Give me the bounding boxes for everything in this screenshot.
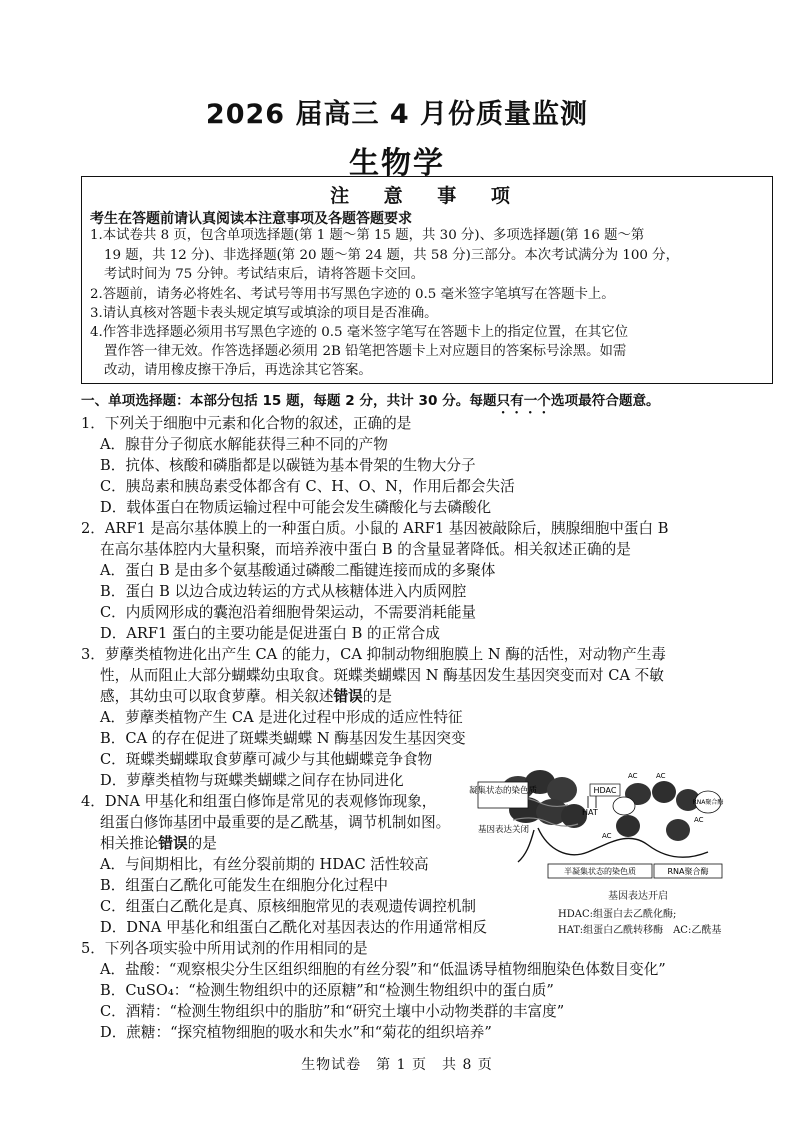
question-1-option-d: D．载体蛋白在物质运输过程中可能会发生磷酸化与去磷酸化 bbox=[100, 499, 492, 516]
notice-subheading: 考生在答题前请认真阅读本注意事项及各题答题要求 bbox=[90, 211, 412, 227]
question-1-option-a: A．腺苷分子彻底水解能获得三种不同的产物 bbox=[100, 436, 388, 453]
question-5-option-c: C．酒精：“检测生物组织中的脂肪”和“研究土壤中小动物类群的丰富度” bbox=[100, 1003, 565, 1020]
label-rna-polymerase: RNA聚合酶 bbox=[692, 799, 724, 806]
label-condensed-chromatin: 凝集状态的染色质 bbox=[468, 786, 538, 796]
label-hdac: HDAC bbox=[593, 786, 617, 795]
label-acetyl: AC bbox=[694, 816, 704, 824]
question-2-option-a: A．蛋白 B 是由多个氨基酸通过磷酸二酯键连接而成的多聚体 bbox=[100, 562, 496, 579]
question-3-stem-line3 bbox=[100, 687, 392, 707]
question-4-stem-end: 的是 bbox=[187, 835, 217, 852]
question-5-option-d: D．蔗糖：“探究植物细胞的吸水和失水”和“菊花的组织培养” bbox=[100, 1024, 492, 1041]
label-hat: HAT bbox=[582, 808, 598, 817]
chromatin-regulation-figure bbox=[468, 760, 724, 890]
label-expression-off: 基因表达关闭 bbox=[478, 825, 530, 835]
notice-line: 3.请认真核对答题卡表头规定填写或填涂的项目是否准确。 bbox=[90, 306, 438, 321]
question-4-option-a: A．与间期相比，有丝分裂前期的 HDAC 活性较高 bbox=[100, 856, 429, 873]
notice-box bbox=[81, 176, 773, 384]
label-acetyl: AC bbox=[628, 772, 638, 780]
notice-line: 4.作答非选择题必须用书写黑色字迹的 0.5 毫米签字笔写在答题卡上的指定位置，在其它位 bbox=[90, 325, 629, 340]
section-heading-emphasis: 只有一个 bbox=[496, 393, 551, 409]
question-4-emphasis: 错误 bbox=[158, 835, 188, 852]
question-4-stem-line2: 组蛋白修饰基团中最重要的是乙酰基，调节机制如图。 bbox=[100, 814, 451, 831]
notice-heading: 注 意 事 项 bbox=[330, 185, 524, 207]
section-heading-part2: 选项最符合题意。 bbox=[550, 393, 660, 409]
notice-line: 考试时间为 75 分钟。考试结束后，请将答题卡交回。 bbox=[104, 267, 425, 282]
page-footer: 生物试卷 第 1 页 共 8 页 bbox=[301, 1057, 493, 1073]
question-4-stem-text: 相关推论 bbox=[100, 835, 159, 852]
question-3-stem-line2: 性，从而阻止大部分蝴蝶幼虫取食。斑蝶类蝴蝶因 N 酶基因发生基因突变而对 CA 不敏 bbox=[100, 667, 664, 684]
question-3-option-c: C．斑蝶类蝴蝶取食萝藦可减少与其他蝴蝶竞争食物 bbox=[100, 751, 433, 768]
label-acetyl: AC bbox=[656, 772, 666, 780]
question-3-option-b: B．CA 的存在促进了斑蝶类蝴蝶 N 酶基因发生基因突变 bbox=[100, 730, 466, 747]
question-2-option-b: B．蛋白 B 以边合成边转运的方式从核糖体进入内质网腔 bbox=[100, 583, 467, 600]
exam-title: 2026 届高三 4 月份质量监测 bbox=[205, 99, 589, 130]
question-4-stem-line1: 4．DNA 甲基化和组蛋白修饰是常见的表观修饰现象， bbox=[81, 793, 437, 810]
question-4-option-d: D．DNA 甲基化和组蛋白乙酰化对基因表达的作用通常相反 bbox=[100, 919, 488, 936]
question-3-option-d: D．萝藦类植物与斑蝶类蝴蝶之间存在协同进化 bbox=[100, 772, 404, 789]
subject-title: 生物学 bbox=[349, 146, 445, 181]
question-5-option-a: A．盐酸：“观察根尖分生区组织细胞的有丝分裂”和“低温诱导植物细胞染色体数目变化” bbox=[100, 961, 666, 978]
question-3-stem-text: 感，其幼虫可以取食萝藦。相关叙述 bbox=[100, 688, 334, 705]
question-2-option-d: D．ARF1 蛋白的主要功能是促进蛋白 B 的正常合成 bbox=[100, 625, 440, 642]
question-3-option-a: A．萝藦类植物产生 CA 是进化过程中形成的适应性特征 bbox=[100, 709, 463, 726]
question-4-option-c: C．组蛋白乙酰化是真、原核细胞常见的表观遗传调控机制 bbox=[100, 898, 477, 915]
question-2-stem-line2: 在高尔基体腔内大量积聚，而培养液中蛋白 B 的含量显著降低。相关叙述正确的是 bbox=[100, 541, 631, 558]
question-3-emphasis: 错误 bbox=[333, 688, 363, 705]
question-1-stem: 1．下列关于细胞中元素和化合物的叙述，正确的是 bbox=[81, 415, 412, 432]
question-2-stem-line1: 2．ARF1 是高尔基体膜上的一种蛋白质。小鼠的 ARF1 基因被敲除后，胰腺细胞中蛋白 B bbox=[81, 520, 669, 537]
question-5-option-b: B．CuSO₄：“检测生物组织中的还原糖”和“检测生物组织中的蛋白质” bbox=[100, 982, 554, 999]
label-rna-polymerase-box: RNA聚合酶 bbox=[667, 867, 709, 876]
question-1-option-b: B．抗体、核酸和磷脂都是以碳链为基本骨架的生物大分子 bbox=[100, 457, 476, 474]
notice-line: 2.答题前，请务必将姓名、考试号等用书写黑色字迹的 0.5 毫米签字笔填写在答题卡上。 bbox=[90, 287, 615, 302]
label-acetyl: AC bbox=[602, 832, 612, 840]
question-5-stem: 5．下列各项实验中所用试剂的作用相同的是 bbox=[81, 940, 368, 957]
figure-caption: 基因表达开启 bbox=[608, 891, 668, 902]
question-1-option-c: C．胰岛素和胰岛素受体都含有 C、H、O、N，作用后都会失活 bbox=[100, 478, 515, 495]
question-3-stem-end: 的是 bbox=[362, 688, 392, 705]
question-4-stem-line3 bbox=[100, 834, 217, 854]
question-4-option-b: B．组蛋白乙酰化可能发生在细胞分化过程中 bbox=[100, 877, 389, 894]
notice-line: 置作答一律无效。作答选择题必须用 2B 铅笔把答题卡上对应题目的答案标号涂黑。如需 bbox=[104, 344, 627, 359]
question-2-option-c: C．内质网形成的囊泡沿着细胞骨架运动，不需要消耗能量 bbox=[100, 604, 477, 621]
question-3-stem-line1: 3．萝藦类植物进化出产生 CA 的能力，CA 抑制动物细胞膜上 N 酶的活性，对动物产生毒 bbox=[81, 646, 666, 663]
label-semi-condensed: 半凝集状态的染色质 bbox=[564, 867, 636, 876]
notice-line: 改动，请用橡皮擦干净后，再选涂其它答案。 bbox=[104, 363, 372, 378]
notice-line: 1.本试卷共 8 页，包含单项选择题(第 1 题～第 15 题，共 30 分)、多项选择题(第 16 题～第 bbox=[90, 228, 645, 243]
notice-line: 19 题，共 12 分)、非选择题(第 20 题～第 24 题，共 58 分)三部分。本次考试满分为 100 分， bbox=[104, 248, 679, 263]
figure-legend-hdac: HDAC:组蛋白去乙酰化酶; bbox=[558, 909, 677, 920]
section-heading-part1: 一、单项选择题：本部分包括 15 题，每题 2 分，共计 30 分。每题 bbox=[81, 393, 497, 409]
figure-legend-hat-ac: HAT:组蛋白乙酰转移酶 AC:乙酰基 bbox=[558, 925, 722, 936]
